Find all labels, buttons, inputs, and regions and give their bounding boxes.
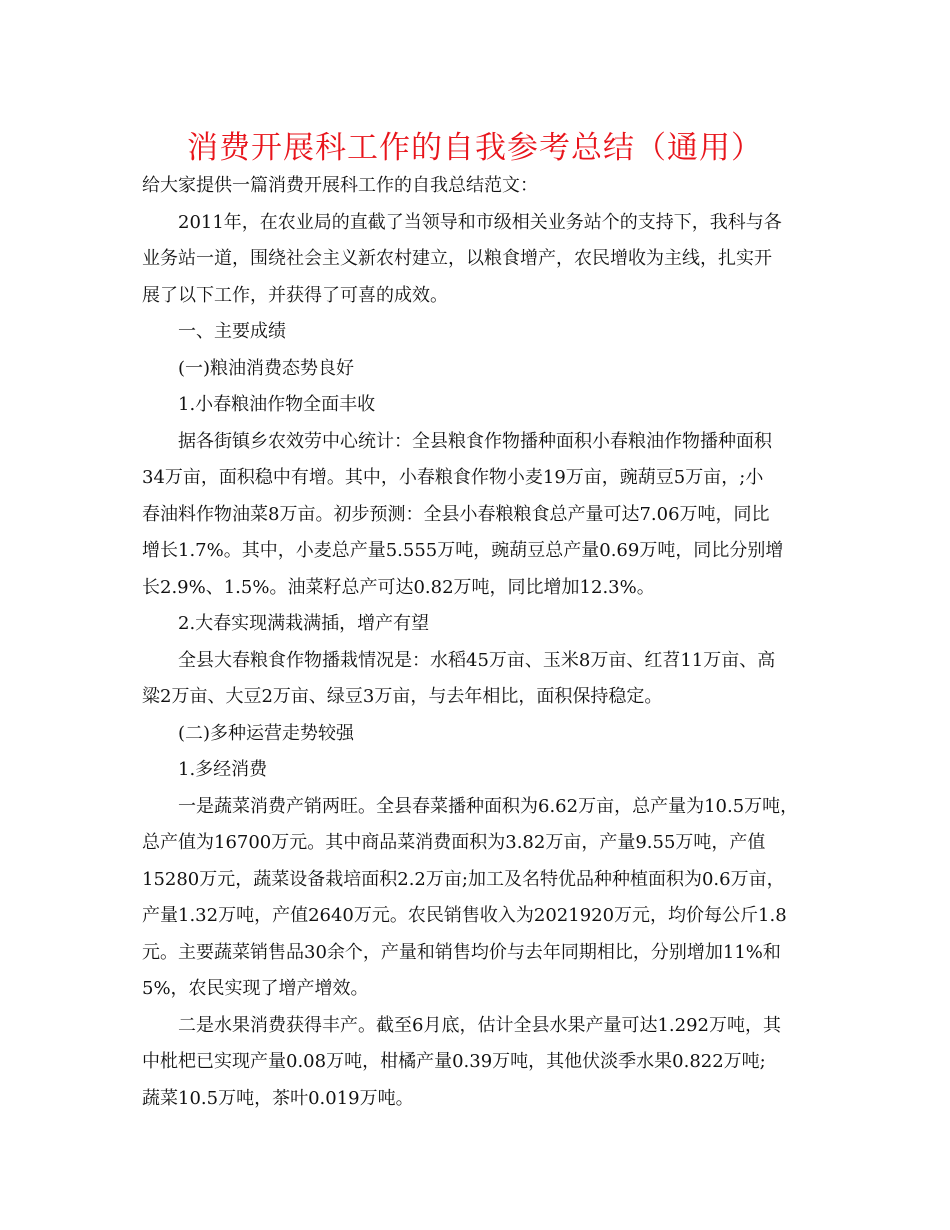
text-line: 展了以下工作，并获得了可喜的成效。 <box>142 284 448 306</box>
document-title: 消费开展科工作的自我参考总结（通用） <box>187 130 763 166</box>
text-line: (一)粮油消费态势良好 <box>178 357 355 379</box>
text-line: 据各街镇乡农效劳中心统计：全县粮食作物播种面积小春粮油作物播种面积 <box>178 430 772 452</box>
text-line: 一是蔬菜消费产销两旺。全县春菜播种面积为6.62万亩，总产量为10.5万吨， <box>178 795 799 817</box>
text-line: 蔬菜10.5万吨，茶叶0.019万吨。 <box>142 1087 414 1109</box>
text-line: 全县大春粮食作物播栽情况是：水稻45万亩、玉米8万亩、红苕11万亩、高 <box>178 649 776 671</box>
text-line: 总产值为16700万元。其中商品菜消费面积为3.82万亩，产量9.55万吨，产值 <box>142 832 766 853</box>
text-line: 产量1.32万吨，产值2640万元。农民销售收入为2021920万元，均价每公斤1.8 <box>142 905 787 926</box>
text-line: 2011年，在农业局的直截了当领导和市级相关业务站个的支持下，我科与各 <box>178 211 782 233</box>
text-line: 5%，农民实现了增产增效。 <box>142 978 369 999</box>
text-line: 15280万元，蔬菜设备栽培面积2.2万亩;加工及名特优品种种植面积为0.6万亩， <box>142 868 785 890</box>
text-line: 中枇杷已实现产量0.08万吨，柑橘产量0.39万吨，其他伏淡季水果0.822万吨; <box>142 1051 766 1072</box>
text-line: (二)多种运营走势较强 <box>178 722 355 744</box>
text-line: 二是水果消费获得丰产。截至6月底，估计全县水果产量可达1.292万吨，其 <box>178 1014 781 1036</box>
text-line: 给大家提供一篇消费开展科工作的自我总结范文： <box>142 175 538 196</box>
document-body <box>142 168 812 1117</box>
text-line: 34万亩，面积稳中有增。其中，小春粮食作物小麦19万亩，豌葫豆5万亩，;小 <box>142 467 764 488</box>
text-line: 1.小春粮油作物全面丰收 <box>178 394 376 415</box>
text-line: 元。主要蔬菜销售品30余个，产量和销售均价与去年同期相比，分别增加11%和 <box>142 941 781 963</box>
text-line: 业务站一道，围绕社会主义新农村建立，以粮食增产，农民增收为主线，扎实开 <box>142 248 772 269</box>
text-line: 一、主要成绩 <box>178 321 286 342</box>
text-line: 1.多经消费 <box>178 759 268 780</box>
text-line: 长2.9%、1.5%。油菜籽总产可达0.82万吨，同比增加12.3%。 <box>142 576 655 598</box>
text-line: 2.大春实现满栽满插，增产有望 <box>178 613 430 634</box>
text-line: 粱2万亩、大豆2万亩、绿豆3万亩，与去年相比，面积保持稳定。 <box>142 686 663 707</box>
text-line: 增长1.7%。其中，小麦总产量5.555万吨，豌葫豆总产量0.69万吨，同比分别增 <box>142 540 784 561</box>
text-line: 春油料作物油菜8万亩。初步预测：全县小春粮粮食总产量可达7.06万吨，同比 <box>142 503 770 525</box>
